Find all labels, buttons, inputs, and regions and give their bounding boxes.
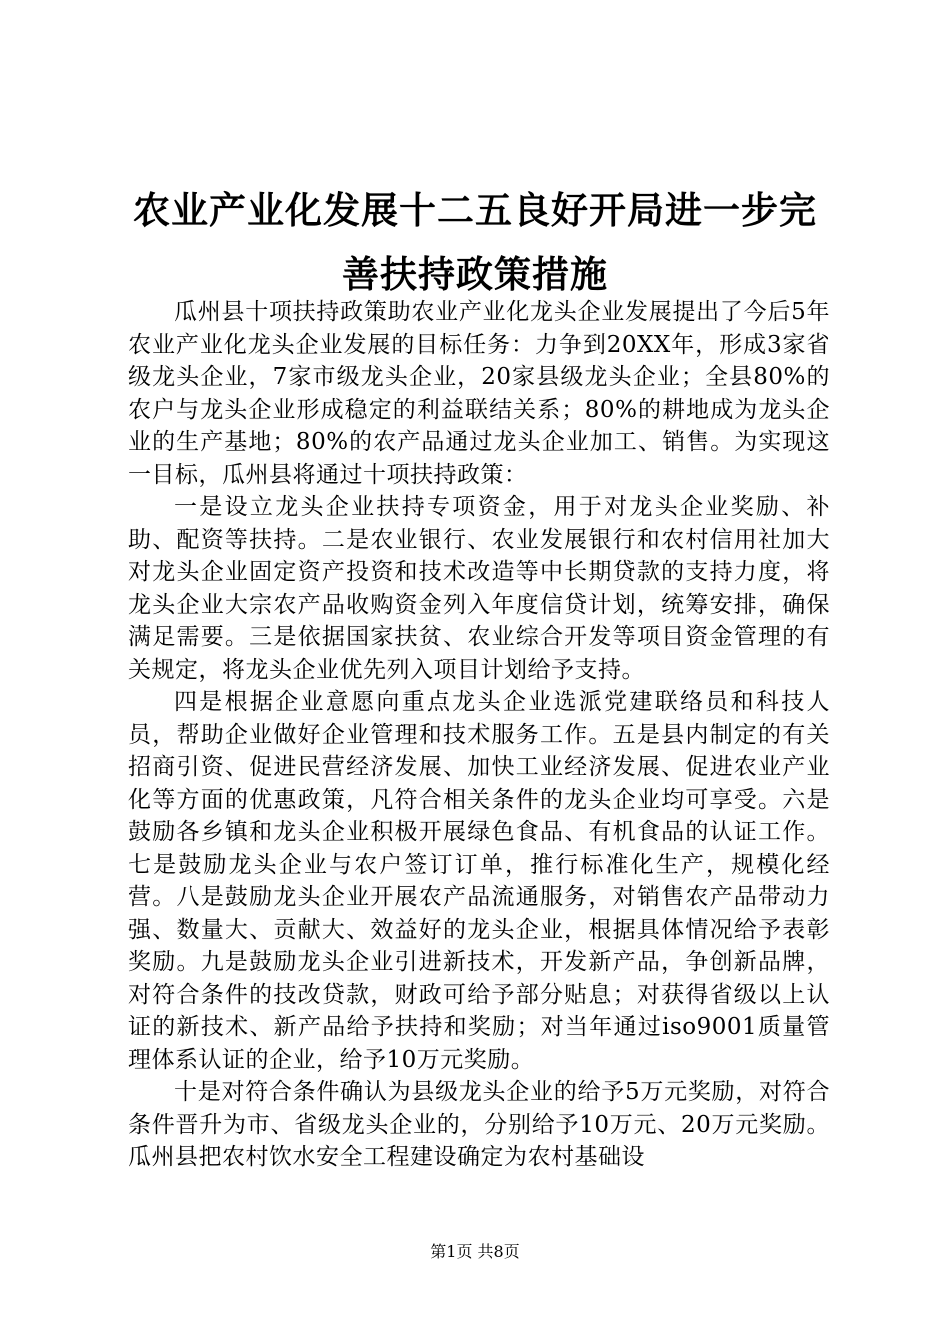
document-title: 农业产业化发展十二五良好开局进一步完善扶持政策措施 xyxy=(133,188,817,296)
paragraph: 四是根据企业意愿向重点龙头企业选派党建联络员和科技人员，帮助企业做好企业管理和技术服务工作。五是县内制定的有关招商引资、促进民营经济发展、加快工业经济发展、促进农业产业化等方面的优惠政策，凡符合相关条件的龙头企业均可享受。六是鼓励各乡镇和龙头企业积极开展绿色食品、有机食品的认证工作。七是鼓励龙头企业与农户签订订单，推行标准化生产，规模化经营。八是鼓励龙头企业开展农产品流通服务，对销售农产品带动力强、数量大、贡献大、效益好的龙头企业，根据具体情况给予表彰奖励。九是鼓励龙头企业引进新技术，开发新产品，争创新品牌，对符合条件的技改贷款，财政可给予部分贴息；对获得省级以上认证的新技术、新产品给予扶持和奖励；对当年通过iso9001质量管理体系认证的企业，给予10万元奖励。 xyxy=(128,689,830,1073)
page-number-footer: 第1页 共8页 xyxy=(430,1242,520,1261)
paragraph: 瓜州县十项扶持政策助农业产业化龙头企业发展提出了今后5年农业产业化龙头企业发展的目标任务：力争到20XX年，形成3家省级龙头企业，7家市级龙头企业，20家县级龙头企业；全县80%的农户与龙头企业形成稳定的利益联结关系；80%的耕地成为龙头企业的生产基地；80%的农产品通过龙头企业加工、销售。为实现这一目标，瓜州县将通过十项扶持政策： xyxy=(128,299,830,488)
paragraph: 一是设立龙头企业扶持专项资金，用于对龙头企业奖励、补助、配资等扶持。二是农业银行、农业发展银行和农村信用社加大对龙头企业固定资产投资和技术改造等中长期贷款的支持力度，将龙头企业大宗农产品收购资金列入年度信贷计划，统筹安排，确保满足需要。三是依据国家扶贫、农业综合开发等项目资金管理的有关规定，将龙头企业优先列入项目计划给予支持。 xyxy=(128,494,830,683)
document-body xyxy=(128,296,830,1174)
paragraph: 十是对符合条件确认为县级龙头企业的给予5万元奖励，对符合条件晋升为市、省级龙头企业的，分别给予10万元、20万元奖励。瓜州县把农村饮水安全工程建设确定为农村基础设 xyxy=(128,1079,830,1170)
